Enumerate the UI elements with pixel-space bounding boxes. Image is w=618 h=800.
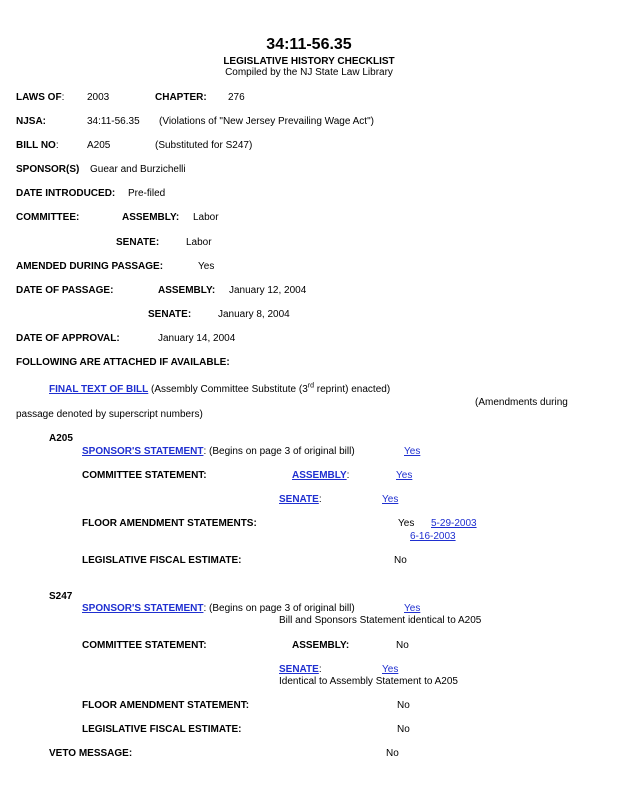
a205-label: A205	[49, 433, 73, 444]
final-text-link[interactable]: FINAL TEXT OF BILL	[49, 384, 149, 395]
amended-label: AMENDED DURING PASSAGE:	[16, 261, 164, 272]
a205-floor-label: FLOOR AMENDMENT STATEMENTS:	[82, 518, 257, 529]
page-title: 34:11-56.35	[266, 36, 352, 53]
a205-sponsor-statement-link[interactable]: SPONSOR'S STATEMENT	[82, 446, 204, 457]
s247-senate-yes-link[interactable]: Yes	[382, 664, 399, 675]
njsa-description: (Violations of "New Jersey Prevailing Wage Act")	[159, 116, 374, 127]
a205-senate-link[interactable]: SENATE	[279, 494, 319, 505]
s247-identical-note: Bill and Sponsors Statement identical to A205	[279, 615, 482, 626]
njsa-label: NJSA:	[16, 116, 47, 127]
checklist-title: LEGISLATIVE HISTORY CHECKLIST	[223, 56, 395, 67]
bill-no-label: BILL NO:	[16, 140, 59, 151]
a205-sponsor-line: SPONSOR'S STATEMENT: (Begins on page 3 of original bill)	[82, 446, 355, 457]
s247-fiscal-label: LEGISLATIVE FISCAL ESTIMATE:	[82, 724, 242, 735]
approval-date: January 14, 2004	[158, 333, 236, 344]
laws-of-label: LAWS OF:	[16, 92, 65, 103]
committee-assembly-label: ASSEMBLY:	[122, 212, 180, 223]
date-introduced-label: DATE INTRODUCED:	[16, 188, 116, 199]
approval-label: DATE OF APPROVAL:	[16, 333, 120, 344]
a205-assembly-line: ASSEMBLY:	[292, 470, 350, 481]
a205-fiscal-label: LEGISLATIVE FISCAL ESTIMATE:	[82, 555, 242, 566]
a205-fiscal-value: No	[394, 555, 407, 566]
chapter-label: CHAPTER:	[155, 92, 207, 103]
s247-senate-link[interactable]: SENATE	[279, 664, 319, 675]
s247-assembly-value: No	[396, 640, 409, 651]
bill-number: A205	[87, 140, 111, 151]
s247-sponsor-yes-link[interactable]: Yes	[404, 603, 421, 614]
committee-senate-label: SENATE:	[116, 237, 160, 248]
s247-committee-label: COMMITTEE STATEMENT:	[82, 640, 207, 651]
bill-substitution-note: (Substituted for S247)	[155, 140, 253, 151]
a205-assembly-yes-link[interactable]: Yes	[396, 470, 413, 481]
a205-floor-date-link-2[interactable]: 6-16-2003	[410, 531, 456, 542]
passage-senate-label: SENATE:	[148, 309, 192, 320]
date-introduced-value: Pre-filed	[128, 188, 166, 199]
s247-sponsor-line: SPONSOR'S STATEMENT: (Begins on page 3 of original bill)	[82, 603, 355, 614]
sponsors-names: Guear and Burzichelli	[90, 164, 186, 175]
s247-floor-label: FLOOR AMENDMENT STATEMENT:	[82, 700, 250, 711]
committee-senate-value: Labor	[186, 237, 212, 248]
amended-value: Yes	[198, 261, 215, 272]
sponsors-label: SPONSOR(S)	[16, 164, 80, 175]
passage-senate-date: January 8, 2004	[218, 309, 290, 320]
a205-senate-line: SENATE:	[279, 494, 322, 505]
laws-of-year: 2003	[87, 92, 110, 103]
committee-assembly-value: Labor	[193, 212, 219, 223]
compiled-by: Compiled by the NJ State Law Library	[225, 67, 393, 78]
chapter-number: 276	[228, 92, 245, 103]
veto-label: VETO MESSAGE:	[49, 748, 133, 759]
a205-sponsor-yes-link[interactable]: Yes	[404, 446, 421, 457]
s247-fiscal-value: No	[397, 724, 410, 735]
s247-sponsor-statement-link[interactable]: SPONSOR'S STATEMENT	[82, 603, 204, 614]
a205-senate-yes-link[interactable]: Yes	[382, 494, 399, 505]
s247-senate-note: Identical to Assembly Statement to A205	[279, 676, 458, 687]
a205-committee-label: COMMITTEE STATEMENT:	[82, 470, 207, 481]
s247-floor-value: No	[397, 700, 410, 711]
a205-floor-date-link-1[interactable]: 5-29-2003	[431, 518, 477, 529]
njsa-number: 34:11-56.35	[87, 116, 140, 127]
s247-label: S247	[49, 591, 73, 602]
amendments-note-1: (Amendments during	[475, 397, 568, 408]
s247-assembly-label: ASSEMBLY:	[292, 640, 350, 651]
attached-heading: FOLLOWING ARE ATTACHED IF AVAILABLE:	[16, 357, 230, 368]
a205-assembly-link[interactable]: ASSEMBLY	[292, 470, 347, 481]
s247-senate-line: SENATE:	[279, 664, 322, 675]
passage-assembly-date: January 12, 2004	[229, 285, 307, 296]
final-text-line: FINAL TEXT OF BILL (Assembly Committee Substitute (3rd reprint) enacted)	[49, 382, 391, 395]
veto-value: No	[386, 748, 399, 759]
committee-label: COMMITTEE:	[16, 212, 80, 223]
passage-label: DATE OF PASSAGE:	[16, 285, 114, 296]
passage-assembly-label: ASSEMBLY:	[158, 285, 216, 296]
a205-floor-value: Yes	[398, 518, 415, 529]
amendments-note-2: passage denoted by superscript numbers)	[16, 409, 203, 420]
